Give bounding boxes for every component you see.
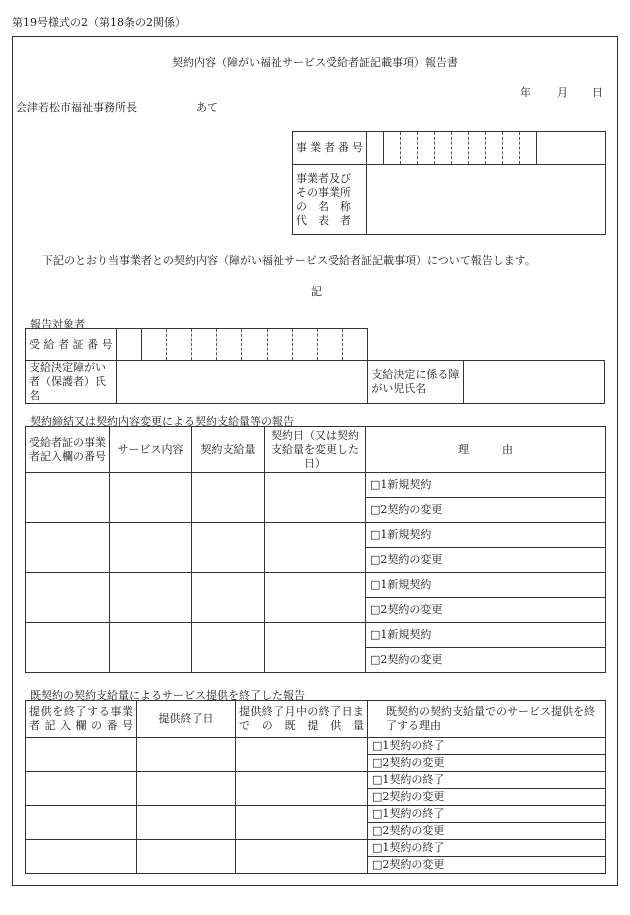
reason-change-checkbox[interactable]: □2契約の変更 bbox=[366, 498, 606, 523]
provider-number-extra[interactable] bbox=[537, 132, 606, 165]
cert-number-digit[interactable] bbox=[166, 329, 191, 361]
service-cell[interactable] bbox=[110, 623, 192, 673]
end-date-cell[interactable] bbox=[137, 806, 236, 840]
col-header-contract-date: 契約日（又は契約支給量を変更した日） bbox=[265, 427, 366, 473]
contract-date-cell[interactable] bbox=[265, 573, 366, 623]
child-name-field[interactable] bbox=[464, 361, 605, 404]
target-heading: 報告対象者 bbox=[30, 318, 85, 331]
provider-name-label-line: 代 表 者 bbox=[296, 213, 351, 227]
reason-change-checkbox[interactable]: □2契約の変更 bbox=[368, 823, 606, 840]
provider-number-digit[interactable] bbox=[384, 132, 401, 165]
contract-date-cell[interactable] bbox=[265, 623, 366, 673]
child-name-label: 支給決定に係る障がい児氏名 bbox=[368, 361, 464, 404]
reason-new-checkbox[interactable]: □1新規契約 bbox=[366, 473, 606, 498]
cert-number-digit[interactable] bbox=[141, 329, 166, 361]
provider-number-digit[interactable] bbox=[469, 132, 486, 165]
person-name-field[interactable] bbox=[116, 361, 368, 404]
reason-change-checkbox[interactable]: □2契約の変更 bbox=[366, 648, 606, 673]
quantity-cell[interactable] bbox=[192, 523, 265, 573]
target-table bbox=[25, 328, 605, 404]
cert-number-digit[interactable] bbox=[318, 329, 343, 361]
col-header-end-reason: 既契約の契約支給量でのサービス提供を終了する理由 bbox=[368, 701, 606, 738]
quantity-cell[interactable] bbox=[192, 623, 265, 673]
cert-number-cell[interactable] bbox=[26, 523, 110, 573]
provided-amount-cell[interactable] bbox=[236, 738, 368, 772]
contract-date-cell[interactable] bbox=[265, 473, 366, 523]
cert-number-cell[interactable] bbox=[26, 473, 110, 523]
cert-number-digit[interactable] bbox=[343, 329, 368, 361]
reason-new-checkbox[interactable]: □1新規契約 bbox=[366, 623, 606, 648]
provider-number-digit[interactable] bbox=[520, 132, 537, 165]
col-header-quantity: 契約支給量 bbox=[192, 427, 265, 473]
date-month: 月 bbox=[557, 86, 568, 99]
reason-change-checkbox[interactable]: □2契約の変更 bbox=[366, 598, 606, 623]
ki-label: 記 bbox=[311, 285, 322, 298]
reason-change-checkbox[interactable]: □2契約の変更 bbox=[368, 755, 606, 772]
reason-end-checkbox[interactable]: □1契約の終了 bbox=[368, 772, 606, 789]
end-number-cell[interactable] bbox=[26, 772, 137, 806]
provider-name-field[interactable] bbox=[367, 165, 606, 235]
col-header-service: サービス内容 bbox=[110, 427, 192, 473]
provider-number-digit[interactable] bbox=[503, 132, 520, 165]
provided-amount-cell[interactable] bbox=[236, 772, 368, 806]
provider-number-digit[interactable] bbox=[435, 132, 452, 165]
reason-change-checkbox[interactable]: □2契約の変更 bbox=[366, 548, 606, 573]
service-cell[interactable] bbox=[110, 573, 192, 623]
cert-number-digit[interactable] bbox=[116, 329, 141, 361]
col-header-cert-number: 受給者証の事業者記入欄の番号 bbox=[26, 427, 110, 473]
col-header-end-date: 提供終了日 bbox=[137, 701, 236, 738]
cert-number-label: 受給者証番号 bbox=[26, 329, 117, 361]
service-cell[interactable] bbox=[110, 523, 192, 573]
addressee-suffix: あて bbox=[196, 101, 218, 114]
provider-number-digit[interactable] bbox=[401, 132, 418, 165]
end-number-cell[interactable] bbox=[26, 806, 137, 840]
provider-table bbox=[292, 131, 606, 235]
col-header-reason: 理 由 bbox=[366, 427, 606, 473]
quantity-cell[interactable] bbox=[192, 573, 265, 623]
cert-number-digit[interactable] bbox=[192, 329, 217, 361]
cert-number-digit[interactable] bbox=[242, 329, 267, 361]
cert-number-cell[interactable] bbox=[26, 623, 110, 673]
col-header-end-number: 提供を終了する事業者記入欄の番号 bbox=[26, 701, 137, 738]
reason-change-checkbox[interactable]: □2契約の変更 bbox=[368, 789, 606, 806]
provided-amount-cell[interactable] bbox=[236, 840, 368, 874]
section1-heading: 契約締結又は契約内容変更による契約支給量等の報告 bbox=[30, 415, 294, 428]
section2-heading: 既契約の契約支給量によるサービス提供を終了した報告 bbox=[30, 689, 305, 702]
cert-number-cell[interactable] bbox=[26, 573, 110, 623]
reason-end-checkbox[interactable]: □1契約の終了 bbox=[368, 806, 606, 823]
termination-table bbox=[25, 700, 606, 874]
provider-number-label: 事業者番号 bbox=[293, 132, 367, 165]
intro-text: 下記のとおり当事業者との契約内容（障がい福祉サービス受給者証記載事項）について報告します。 bbox=[42, 254, 536, 267]
form-number: 第19号様式の2（第18条の2関係） bbox=[12, 16, 186, 29]
reason-new-checkbox[interactable]: □1新規契約 bbox=[366, 523, 606, 548]
provider-name-label-line: 事業者及び bbox=[296, 171, 351, 185]
col-header-provided-amount: 提供終了月中の終了日までの既提供量 bbox=[236, 701, 368, 738]
reason-end-checkbox[interactable]: □1契約の終了 bbox=[368, 840, 606, 857]
provider-number-digit[interactable] bbox=[418, 132, 435, 165]
end-number-cell[interactable] bbox=[26, 738, 137, 772]
form-title: 契約内容（障がい福祉サービス受給者証記載事項）報告書 bbox=[172, 56, 458, 69]
cert-number-digit[interactable] bbox=[292, 329, 317, 361]
provider-name-label bbox=[293, 165, 367, 235]
cert-number-digit[interactable] bbox=[217, 329, 242, 361]
reason-end-checkbox[interactable]: □1契約の終了 bbox=[368, 738, 606, 755]
date-day: 日 bbox=[592, 86, 603, 99]
date-year: 年 bbox=[520, 86, 531, 99]
end-date-cell[interactable] bbox=[137, 840, 236, 874]
contract-table bbox=[25, 426, 606, 673]
end-number-cell[interactable] bbox=[26, 840, 137, 874]
provider-number-digit[interactable] bbox=[452, 132, 469, 165]
reason-change-checkbox[interactable]: □2契約の変更 bbox=[368, 857, 606, 874]
cert-blank bbox=[368, 329, 605, 361]
provider-name-label-line: の 名 称 bbox=[296, 199, 351, 213]
person-name-label: 支給決定障がい者（保護者）氏名 bbox=[26, 361, 117, 404]
cert-number-digit[interactable] bbox=[267, 329, 292, 361]
contract-date-cell[interactable] bbox=[265, 523, 366, 573]
end-date-cell[interactable] bbox=[137, 738, 236, 772]
reason-new-checkbox[interactable]: □1新規契約 bbox=[366, 573, 606, 598]
provider-name-label-line: その事業所 bbox=[296, 185, 351, 199]
service-cell[interactable] bbox=[110, 473, 192, 523]
provider-number-digit[interactable] bbox=[367, 132, 384, 165]
quantity-cell[interactable] bbox=[192, 473, 265, 523]
addressee-name: 会津若松市福祉事務所長 bbox=[16, 101, 137, 114]
provider-number-digit[interactable] bbox=[486, 132, 503, 165]
provided-amount-cell[interactable] bbox=[236, 806, 368, 840]
end-date-cell[interactable] bbox=[137, 772, 236, 806]
